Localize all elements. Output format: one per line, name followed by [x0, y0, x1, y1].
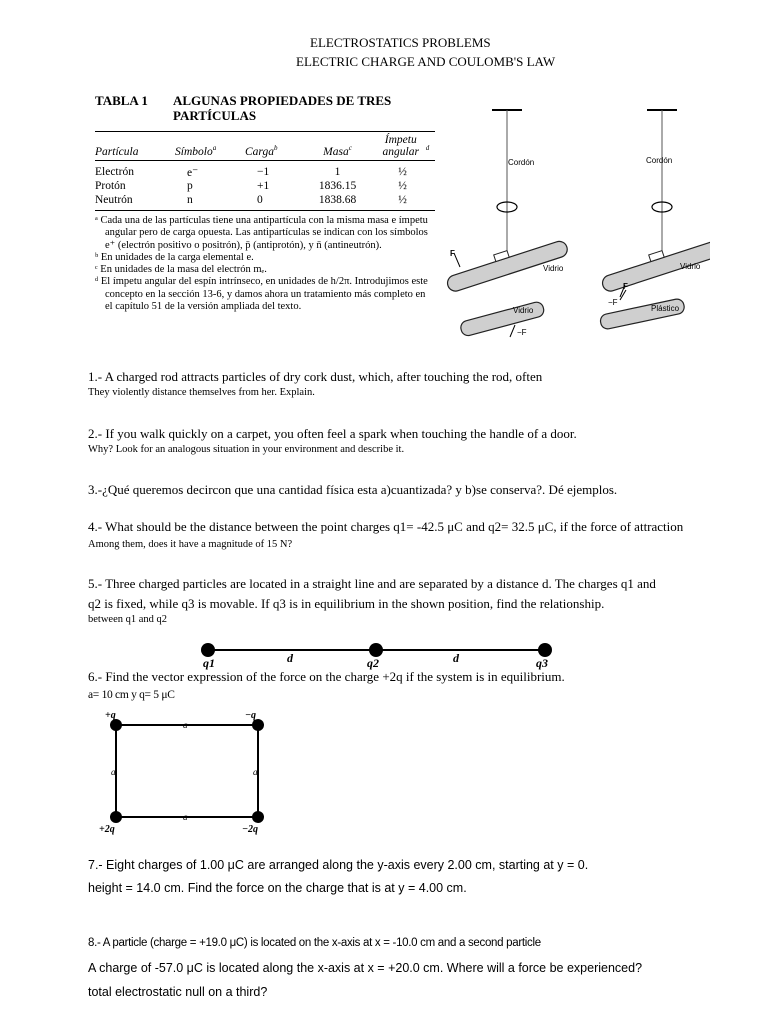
- cell-symbol: p: [187, 180, 193, 192]
- side-label: a: [183, 720, 188, 730]
- cell-charge: −1: [257, 166, 270, 178]
- col-mass: Masa$^c$: [323, 144, 352, 158]
- footnote: ᶜ En unidades de la masa del electrón mₑ.: [95, 264, 267, 276]
- document-subtitle: ELECTRIC CHARGE AND COULOMB'S LAW: [296, 54, 556, 69]
- cell-particle: Electrón: [95, 166, 134, 178]
- problem-8-line1: 8.- A particle (charge = +19.0 μC) is located on the x-axis at x = -10.0 cm and a second particle: [88, 937, 541, 949]
- cell-particle: Neutrón: [95, 194, 133, 206]
- side-label: a: [253, 767, 258, 777]
- plastic-label: Plástico: [651, 304, 680, 313]
- force-label: F: [623, 282, 628, 291]
- corner-label-plus-2q: +2q: [99, 824, 115, 835]
- three-charges-figure: [195, 640, 565, 670]
- glass-label-left: Vidrio: [543, 264, 564, 273]
- problem-7-line1: 7.- Eight charges of 1.00 μC are arranged along the y-axis every 2.00 cm, starting at y = 0.: [88, 858, 589, 872]
- problem-5-line2: q2 is fixed, while q3 is movable. If q3 is in equilibrium in the shown position, find the relationship.: [88, 596, 605, 611]
- problem-4-line1: 4.- What should be the distance between the point charges q1= -42.5 μC and q2= 32.5 μC, if the force of attraction: [88, 519, 684, 534]
- problem-4-line2: Among them, does it have a magnitude of 15 N?: [88, 539, 293, 550]
- problem-7-line2: height = 14.0 cm. Find the force on the charge that is at y = 4.00 cm.: [88, 881, 467, 895]
- cell-symbol: e⁻: [187, 167, 199, 179]
- pendulum-rods-figure: [440, 95, 710, 355]
- table-row: [95, 193, 435, 211]
- table-heading: ALGUNAS PROPIEDADES DE TRES PARTÍCULAS: [173, 93, 392, 123]
- cell-spin: ½: [398, 194, 407, 206]
- glass-label-lower: Vidrio: [513, 306, 534, 315]
- distance-label: d: [287, 651, 293, 665]
- cell-spin: ½: [398, 180, 407, 192]
- glass-label-right: Vidrio: [680, 262, 701, 271]
- cell-charge: +1: [257, 180, 270, 192]
- side-label: a: [111, 767, 116, 777]
- cell-mass: 1838.68: [318, 194, 357, 206]
- corner-label-minus-2q: −2q: [242, 824, 259, 835]
- problem-5-line1: 5.- Three charged particles are located in a straight line and are separated by a distance d. The charges q1 and: [88, 576, 656, 591]
- charge-label-q3: q3: [536, 656, 548, 670]
- problem-6-line2: a= 10 cm y q= 5 μC: [88, 689, 175, 701]
- cell-charge: 0: [257, 194, 263, 206]
- col-charge: Carga$^b$: [245, 144, 278, 158]
- table-row: [95, 179, 435, 193]
- cell-symbol: n: [187, 194, 193, 206]
- corner-label-minus-q: −q: [245, 710, 257, 721]
- cell-spin: ½: [398, 166, 407, 178]
- col-spin: Ímpetu angular $^d$: [382, 134, 430, 158]
- col-particle: Partícula: [95, 146, 139, 158]
- problem-8-line3: total electrostatic null on a third?: [88, 985, 268, 999]
- charge-label-q2: q2: [367, 656, 379, 670]
- problem-6-line1: 6.- Find the vector expression of the force on the charge +2q if the system is in equilibrium.: [88, 669, 565, 684]
- footnote: ᵈ El ímpetu angular del espín intrínseco, en unidades de h/2π. Introdujimos este concepto en la sección 13-6, y damos ahora un tratamiento más completo en el capítulo 51 de la versión ampliada del texto.: [95, 276, 428, 313]
- problem-1-line1: 1.- A charged rod attracts particles of dry cork dust, which, after touching the rod, often: [88, 369, 543, 384]
- problem-2-line1: 2.- If you walk quickly on a carpet, you often feel a spark when touching the handle of a door.: [88, 426, 577, 441]
- force-label: −F: [517, 328, 527, 337]
- square-charges-figure: [95, 708, 285, 836]
- cord-label-left: Cordón: [508, 158, 535, 167]
- side-label: a: [183, 812, 188, 822]
- distance-label: d: [453, 651, 459, 665]
- footnote: ᵇ En unidades de la carga elemental e.: [95, 251, 254, 263]
- table-row: [95, 161, 435, 180]
- problem-2-line2: Why? Look for an analogous situation in your environment and describe it.: [88, 444, 405, 455]
- table-number: TABLA 1: [95, 93, 148, 108]
- force-label: F: [450, 249, 455, 258]
- force-label: −F: [608, 298, 618, 307]
- charge-label-q1: q1: [203, 656, 215, 670]
- table-properties: [95, 93, 435, 313]
- cell-particle: Protón: [95, 180, 126, 192]
- problem-5-line3: between q1 and q2: [88, 614, 168, 625]
- corner-label-plus-q: +q: [105, 710, 116, 721]
- table-title: [95, 93, 435, 123]
- problem-1-line2: They violently distance themselves from her. Explain.: [88, 387, 315, 398]
- footnote: ᵃ Cada una de las partículas tiene una antipartícula con la misma masa e ímpetu angular pero de carga opuesta. Las antipartículas se indican con los símbolos e⁺ (electrón positivo o positrón), p̄ (antiprotón), y n̄ (antineutrón).: [95, 215, 428, 251]
- col-symbol: Símbolo$^a$: [175, 144, 217, 158]
- cord-label-right: Cordón: [646, 156, 673, 165]
- problem-8-line2: A charge of -57.0 μC is located along the x-axis at x = +20.0 cm. Where will a force be experienced?: [88, 961, 643, 975]
- problem-3-line1: 3.-¿Qué queremos decircon que una cantidad física esta a)cuantizada? y b)se conserva?. Dé ejemplos.: [88, 482, 618, 497]
- table-footnotes: [95, 215, 435, 313]
- particles-table: [95, 132, 435, 211]
- document-title: ELECTROSTATICS PROBLEMS: [310, 35, 491, 50]
- cell-mass: 1: [334, 166, 341, 178]
- cell-mass: 1836.15: [318, 180, 357, 192]
